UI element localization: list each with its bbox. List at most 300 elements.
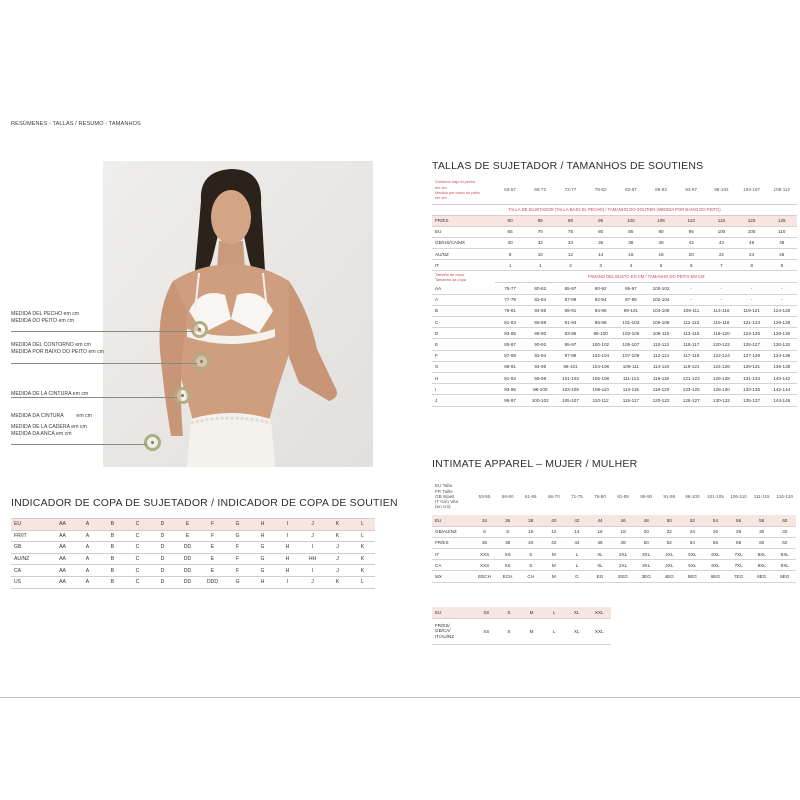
cup-size-row — [432, 361, 797, 372]
cup-size-row — [432, 384, 797, 395]
table-cell: 16 — [616, 249, 646, 260]
hip-label: MEDIDA DE LA CADERA em cm MEDIDA DA ANCA em cm — [11, 424, 87, 438]
table-cell: 116-118 — [646, 372, 676, 383]
table-cell: 46 — [588, 537, 611, 548]
table-cell: 99-101 — [616, 305, 646, 316]
row-label-cell: J — [432, 395, 495, 406]
table-cell: E — [175, 530, 200, 542]
table-cell: 30 — [495, 237, 525, 248]
table-cell: 71-75 — [571, 494, 583, 499]
table-cell: XL — [588, 560, 611, 571]
table-cell: H — [275, 542, 300, 554]
table-cell: 4 — [616, 260, 646, 271]
bra-sizes-title: TALLAS DE SUJETADOR / TAMANHOS DE SOUTIENS — [432, 160, 704, 172]
table-cell: 16 — [588, 526, 611, 537]
table-cell: 3EG — [635, 571, 658, 582]
row-label-cell: FR/ES — [432, 215, 495, 226]
table-cell: 111-113 — [676, 317, 706, 328]
table-cell: E — [200, 553, 225, 565]
row-label-cell: FR/ES/ GB/CA/ IT/AU/NZ — [432, 618, 475, 644]
table-cell: C — [125, 530, 150, 542]
table-cell: 18 — [612, 526, 635, 537]
table-cell: 95-97 — [616, 283, 646, 294]
table-cell: 104-106 — [646, 305, 676, 316]
table-cell: 3XL — [635, 560, 658, 571]
table-cell: 106-108 — [646, 317, 676, 328]
table-cell: - — [706, 294, 736, 305]
table-cell: 114-116 — [646, 361, 676, 372]
row-label-cell: AA — [432, 283, 495, 294]
intimate-title: INTIMATE APPAREL – MUJER / MULHER — [432, 458, 638, 470]
table-cell: 103-105 — [555, 384, 585, 395]
table-cell: 66-70 — [547, 494, 560, 499]
table-cell: 125-127 — [737, 339, 767, 350]
table-cell: ECH — [496, 571, 519, 582]
table-cell: 1 — [525, 260, 555, 271]
table-cell: D — [150, 542, 175, 554]
table-cell: B — [100, 553, 125, 565]
band-caption-row — [432, 204, 797, 215]
table-cell: 109-111 — [676, 305, 706, 316]
table-cell: 116-120 — [776, 494, 794, 499]
table-cell: 42 — [565, 515, 588, 526]
underbust-line — [11, 363, 197, 364]
table-cell: G — [250, 565, 275, 577]
row-label-cell: A — [432, 294, 495, 305]
row-label-cell: I — [432, 384, 495, 395]
table-cell: 142-144 — [767, 384, 797, 395]
table-cell: G — [225, 576, 250, 588]
row-label-cell: CA — [432, 560, 473, 571]
table-cell: B — [100, 542, 125, 554]
bra-sizes-table — [432, 176, 797, 407]
table-cell: 101-105 — [707, 494, 724, 499]
cup-size-row — [432, 395, 797, 406]
table-cell: 108-112 — [773, 187, 791, 193]
table-cell: 96-100 — [685, 494, 700, 499]
table-cell: 48 — [635, 515, 658, 526]
table-cell: 40 — [646, 237, 676, 248]
bust-label: MEDIDA DEL PECHO em cm MEDIDA DO PEITO em cm — [11, 311, 80, 325]
cup-size-row — [432, 339, 797, 350]
cup-row — [11, 553, 375, 565]
table-cell: 103-107 — [743, 187, 761, 193]
table-cell: M — [542, 549, 565, 560]
table-cell: 61-65 — [524, 494, 537, 499]
table-cell: M — [520, 618, 543, 644]
table-cell: 78-82 — [594, 187, 607, 193]
table-cell: 6XL — [704, 560, 727, 571]
table-cell: 8 — [495, 249, 525, 260]
row-label-cell: GB — [11, 542, 50, 554]
table-cell: 12 — [542, 526, 565, 537]
table-cell: 96-98 — [586, 317, 616, 328]
table-cell: K — [325, 519, 350, 531]
row-label-cell: CA — [11, 565, 50, 577]
table-cell: DDD — [200, 576, 225, 588]
table-cell: AA — [50, 576, 75, 588]
table-cell: 30 — [750, 526, 773, 537]
table-cell: EG — [588, 571, 611, 582]
table-cell: XS — [496, 560, 519, 571]
table-cell: 115-117 — [676, 339, 706, 350]
table-cell: 5XL — [681, 560, 704, 571]
row-label-cell: FR/IT — [11, 530, 50, 542]
table-cell: 2XL — [612, 560, 635, 571]
table-cell: XS — [475, 607, 498, 618]
table-cell: 62 — [773, 537, 796, 548]
table-cell: 44 — [565, 537, 588, 548]
table-cell: 40 — [519, 537, 542, 548]
table-cell: A — [75, 542, 100, 554]
table-cell: DD — [175, 576, 200, 588]
table-cell: J — [300, 519, 325, 531]
table-cell: TAMAÑO DEL BUSTO EN CM / TAMANHO DO PEITO EM CM — [495, 271, 797, 283]
table-cell: 98-100 — [525, 384, 555, 395]
table-cell: 79-81 — [495, 305, 525, 316]
table-cell: 85 — [525, 215, 555, 226]
row-label-cell: GB/AU/NZ — [432, 526, 473, 537]
table-cell: 56-60 — [501, 494, 514, 499]
table-cell: D — [150, 519, 175, 531]
underbust-label: MEDIDA DEL CONTORNO em cm MEDIDA POR BAIXO DO PEITO em cm — [11, 342, 105, 356]
table-cell: H — [275, 553, 300, 565]
table-cell: 128-130 — [767, 328, 797, 339]
table-cell: 94-96 — [525, 361, 555, 372]
table-cell: 4XL — [658, 549, 681, 560]
table-cell: 86-88 — [525, 317, 555, 328]
cup-indicator-title: INDICADOR DE COPA DE SUJETADOR / INDICADOR DE COPA DE SOUTIEN — [11, 497, 398, 509]
table-cell: 95-97 — [495, 395, 525, 406]
table-cell: 56 — [727, 515, 750, 526]
table-cell: 24 — [737, 249, 767, 260]
table-cell: K — [350, 542, 375, 554]
table-cell: 110-112 — [586, 395, 616, 406]
table-cell: F — [225, 553, 250, 565]
table-cell: 60 — [773, 515, 796, 526]
table-cell: AA — [50, 542, 75, 554]
table-cell: 88-92 — [655, 187, 667, 193]
table-cell: 100 — [616, 215, 646, 226]
cup-size-row — [432, 328, 797, 339]
table-cell: 110 — [676, 215, 706, 226]
table-cell: 83-85 — [495, 328, 525, 339]
row-label-cell: E — [432, 339, 495, 350]
table-cell: F — [225, 542, 250, 554]
table-cell: 95-97 — [555, 339, 585, 350]
table-cell: 133-135 — [737, 384, 767, 395]
table-cell: 6XL — [704, 549, 727, 560]
table-cell: L — [565, 560, 588, 571]
table-cell: 52 — [658, 537, 681, 548]
table-cell: 125 — [767, 215, 797, 226]
bust-line — [11, 331, 194, 332]
table-cell: 8EG — [750, 571, 773, 582]
table-cell: I — [275, 576, 300, 588]
table-cell: 120-122 — [706, 339, 736, 350]
row-label-cell: EU — [432, 515, 473, 526]
table-cell: 14 — [565, 526, 588, 537]
table-cell: 101-103 — [616, 317, 646, 328]
table-cell: C — [125, 542, 150, 554]
table-cell: 106-108 — [586, 372, 616, 383]
table-cell: K — [350, 553, 375, 565]
table-cell: 4XL — [658, 560, 681, 571]
row-label-cell: AU/NZ — [432, 249, 495, 260]
table-cell: 82-84 — [525, 294, 555, 305]
table-cell: 105 — [737, 226, 767, 237]
table-cell: 111-115 — [753, 494, 770, 499]
cup-size-row — [432, 305, 797, 316]
table-cell: 94-96 — [586, 305, 616, 316]
table-cell: I — [300, 542, 325, 554]
table-cell: 103-105 — [616, 328, 646, 339]
row-label-cell: Tamaño de copa Tamanho da copa — [435, 271, 466, 283]
band-row — [432, 249, 797, 260]
table-cell: 102-104 — [586, 350, 616, 361]
table-cell: 100-102 — [525, 395, 555, 406]
table-cell: B — [100, 519, 125, 531]
table-cell: B — [100, 576, 125, 588]
table-cell: J — [325, 542, 350, 554]
table-cell: 91-93 — [555, 317, 585, 328]
table-cell: S — [519, 549, 542, 560]
table-cell: J — [325, 553, 350, 565]
table-cell: 81-83 — [495, 317, 525, 328]
intimate-table — [432, 478, 796, 583]
table-cell: XL — [565, 607, 588, 618]
table-cell: 22 — [706, 249, 736, 260]
table-cell: 100-102 — [646, 283, 676, 294]
table-cell: DD — [175, 542, 200, 554]
table-cell: L — [350, 576, 375, 588]
table-cell: AA — [50, 530, 75, 542]
table-cell: 9XL — [773, 560, 796, 571]
table-cell: S — [519, 560, 542, 571]
table-cell: L — [543, 607, 566, 618]
row-label-cell: G — [432, 361, 495, 372]
table-cell: 48 — [767, 237, 797, 248]
table-cell: 7 — [706, 260, 736, 271]
table-cell: 52 — [681, 515, 704, 526]
table-cell: H — [250, 519, 275, 531]
table-cell: 100-102 — [586, 339, 616, 350]
table-cell: 111-113 — [616, 372, 646, 383]
bottom-divider — [0, 697, 800, 698]
table-cell: 102-104 — [646, 294, 676, 305]
table-cell: 9XL — [773, 549, 796, 560]
table-cell: 97-99 — [616, 294, 646, 305]
band-row — [432, 226, 797, 237]
table-cell: 131-133 — [737, 372, 767, 383]
table-cell: 127-129 — [737, 350, 767, 361]
table-cell: XL — [565, 618, 588, 644]
row-label-cell: EU — [11, 519, 50, 531]
table-cell: 93-97 — [685, 187, 698, 193]
table-cell: 83-87 — [624, 187, 637, 193]
table-cell: 116-118 — [706, 317, 736, 328]
table-cell: 87-89 — [495, 350, 525, 361]
table-cell: K — [350, 565, 375, 577]
table-cell: 38 — [496, 537, 519, 548]
table-cell: 18 — [646, 249, 676, 260]
table-cell: 36 — [496, 515, 519, 526]
table-cell: 115 — [706, 215, 736, 226]
cup-row — [11, 565, 375, 577]
row-label-cell: IT — [432, 549, 473, 560]
table-cell: 77-79 — [495, 294, 525, 305]
table-cell: 85 — [616, 226, 646, 237]
row-label-cell: C — [432, 317, 495, 328]
table-cell: E — [200, 542, 225, 554]
waist-row — [432, 478, 796, 515]
table-cell: 9 — [767, 260, 797, 271]
table-cell: 105-107 — [616, 339, 646, 350]
table-cell: J — [325, 565, 350, 577]
table-cell: XXS — [473, 560, 496, 571]
cup-size-row — [432, 283, 797, 294]
table-cell: 108-110 — [586, 384, 616, 395]
table-cell: I — [275, 519, 300, 531]
model-photo — [103, 161, 373, 467]
table-cell: 128-130 — [706, 384, 736, 395]
model-illustration — [103, 161, 373, 467]
table-cell: F — [200, 530, 225, 542]
table-cell: 114-116 — [706, 305, 736, 316]
table-cell: 90-92 — [586, 283, 616, 294]
table-cell: 96-98 — [525, 372, 555, 383]
table-cell: 98-100 — [586, 328, 616, 339]
table-cell: AA — [50, 565, 75, 577]
cup-row — [11, 542, 375, 554]
table-cell: E — [200, 565, 225, 577]
table-cell: 26 — [767, 249, 797, 260]
table-cell: 46 — [612, 515, 635, 526]
table-cell: DD — [175, 565, 200, 577]
cup-size-row — [432, 350, 797, 361]
table-cell: 2XL — [612, 549, 635, 560]
table-cell: A — [75, 519, 100, 531]
cup-row — [11, 576, 375, 588]
underbust-marker-icon — [193, 353, 210, 370]
row-label-cell: D — [432, 328, 495, 339]
table-cell: 84-86 — [525, 305, 555, 316]
table-cell: A — [75, 565, 100, 577]
row-label-cell: US — [11, 576, 50, 588]
table-cell: 97-99 — [555, 350, 585, 361]
intimate-row — [432, 537, 796, 548]
table-cell: M — [520, 607, 543, 618]
table-cell: 44 — [706, 237, 736, 248]
table-cell: 125-127 — [676, 395, 706, 406]
table-cell: 76-80 — [594, 494, 606, 499]
table-cell: 113-115 — [616, 384, 646, 395]
table-cell: K — [325, 576, 350, 588]
table-cell: - — [676, 283, 706, 294]
table-cell: G — [250, 553, 275, 565]
table-cell: 60 — [750, 537, 773, 548]
table-cell: 36 — [473, 537, 496, 548]
table-cell: 91-93 — [495, 372, 525, 383]
table-cell: 119-121 — [676, 361, 706, 372]
table-cell: 89-91 — [495, 361, 525, 372]
table-cell: M — [542, 571, 565, 582]
table-cell: 90-92 — [525, 339, 555, 350]
cup-indicator-table — [11, 518, 375, 589]
table-cell: 80-82 — [525, 283, 555, 294]
table-cell: C — [125, 553, 150, 565]
table-cell: 80 — [586, 226, 616, 237]
table-cell: 70 — [525, 226, 555, 237]
table-cell: 120-122 — [646, 395, 676, 406]
table-cell: 65 — [495, 226, 525, 237]
table-cell: 110 — [767, 226, 797, 237]
table-cell: 10 — [525, 249, 555, 260]
row-label-cell: MX — [432, 571, 473, 582]
table-cell: 113-115 — [676, 328, 706, 339]
table-cell: 20 — [676, 249, 706, 260]
letter-sizes-table — [432, 607, 611, 645]
table-cell: 110-112 — [646, 339, 676, 350]
table-cell: 108-110 — [646, 328, 676, 339]
table-cell: 54 — [704, 515, 727, 526]
row-label-cell: GB/US/CA/MX — [432, 237, 495, 248]
table-cell: 56 — [704, 537, 727, 548]
table-cell: G — [250, 542, 275, 554]
table-cell: 10 — [519, 526, 542, 537]
table-cell: 7EG — [727, 571, 750, 582]
table-cell: 129-131 — [737, 361, 767, 372]
intimate-row — [432, 549, 796, 560]
table-cell: 12 — [555, 249, 585, 260]
page-header: RESÚMENES - TALLAS / RESUMO - TAMANHOS — [11, 121, 141, 127]
table-cell: S — [498, 607, 521, 618]
table-cell: 7XL — [727, 560, 750, 571]
table-cell: 126-128 — [767, 317, 797, 328]
table-cell: 75-77 — [495, 283, 525, 294]
table-cell: - — [706, 283, 736, 294]
table-cell: 14 — [586, 249, 616, 260]
table-cell: 101-103 — [555, 372, 585, 383]
table-cell: A — [75, 530, 100, 542]
table-cell: 5EG — [681, 571, 704, 582]
intimate-row — [432, 515, 796, 526]
row-label-cell: F — [432, 350, 495, 361]
table-cell: 28 — [727, 526, 750, 537]
table-cell: 118-120 — [706, 328, 736, 339]
table-cell: L — [565, 549, 588, 560]
table-cell: 100 — [706, 226, 736, 237]
table-cell: AA — [50, 553, 75, 565]
table-cell: 48 — [612, 537, 635, 548]
table-cell: 58 — [750, 515, 773, 526]
underbust-row — [432, 176, 797, 204]
hip-marker-icon — [144, 434, 161, 451]
table-cell: J — [300, 576, 325, 588]
table-cell: B — [100, 565, 125, 577]
table-cell: H — [250, 530, 275, 542]
hip-line — [11, 444, 147, 445]
cup-row — [11, 519, 375, 531]
table-cell: G — [225, 519, 250, 531]
row-label-cell: EU — [432, 226, 495, 237]
table-cell: 9EG — [773, 571, 796, 582]
table-cell: 120 — [737, 215, 767, 226]
table-cell: 38 — [519, 515, 542, 526]
table-cell: I — [275, 530, 300, 542]
table-cell: 115-117 — [616, 395, 646, 406]
table-cell: D — [150, 553, 175, 565]
